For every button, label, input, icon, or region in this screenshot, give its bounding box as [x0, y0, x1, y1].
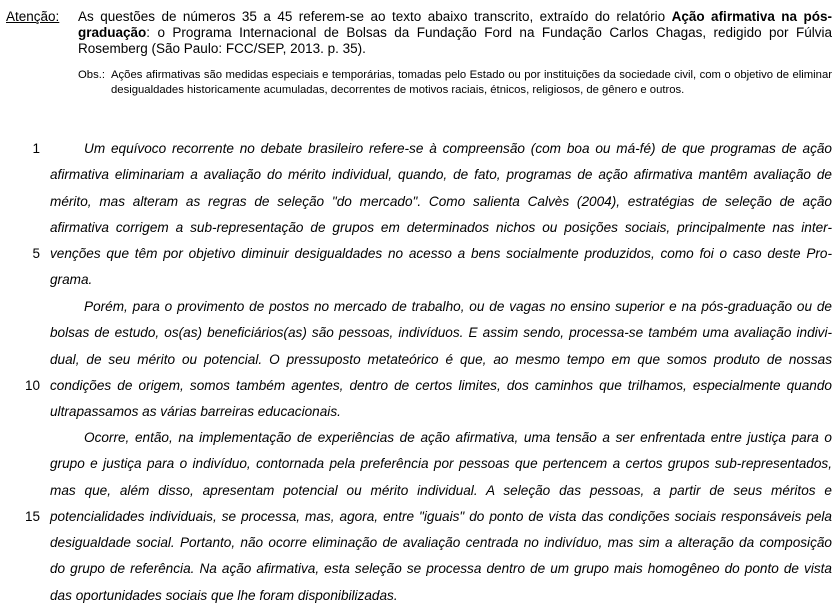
- text-line: condições de origem, somos também agentes, dentro de certos limites, dos caminhos que trilhamos, especialmente quando: [50, 377, 832, 393]
- text-line: bolsas de estudo, os(as) beneficiários(as) são pessoas, indivíduos. E assim sendo, processa-se também uma avaliação indivi-: [50, 325, 832, 341]
- line-number: 1: [32, 141, 40, 156]
- attention-text-after: : o Programa Internacional de Bolsas da Fundação Ford na Fundação Carlos Chagas, redigido por Fúlvia Rosemberg (São Paulo: FCC/SEP, 2013. p. 35).: [78, 25, 832, 56]
- line-number: 10: [24, 378, 40, 393]
- line-number: 5: [32, 246, 40, 261]
- obs-text: Ações afirmativas são medidas especiais e temporárias, tomadas pelo Estado ou por instituições da sociedade civil, com o objetivo de eliminar desigualdades historicamente acumuladas, decorrentes de motivos raciais, étnicos, religiosos, de gênero e outros.: [111, 69, 832, 96]
- text-line: potencialidades individuais, se processa, mas, agora, entre "iguais" do ponto de vista das condições sociais responsáveis pela: [50, 508, 832, 524]
- text-line: das oportunidades sociais que lhe foram disponibilizadas.: [50, 587, 398, 603]
- text-line: desigualdade social. Portanto, não ocorre eliminação de avaliação centrada no indivíduo, mas sim a alteração da composição: [50, 535, 832, 551]
- text-line: grupo e justiça para o indivíduo, contornada pela preferência por pessoas que pertencem a certos grupos sub-representados,: [50, 456, 832, 472]
- text-line: venções que têm por objetivo diminuir desigualdades no acesso a bens socialmente produzidos, como foi o caso deste Pro-: [50, 246, 832, 262]
- attention-text: [78, 9, 832, 57]
- text-line: afirmativa eliminariam a avaliação do mérito individual, quando, de fato, programas de ação afirmativa mantêm avaliação de: [50, 167, 832, 183]
- paragraph-2: [50, 294, 832, 425]
- text-line: dual, de seu mérito ou potencial. O pressuposto metateórico é que, ao mesmo tempo em que somos produto de nossas: [50, 351, 832, 367]
- text-line: afirmativa corrigem a sub-representação de grupos em determinados nichos ou posições sociais, principalmente nas inter-: [50, 219, 832, 235]
- text-line: Porém, para o provimento de postos no mercado de trabalho, ou de vagas no ensino superior e na pós-graduação ou de: [84, 299, 832, 314]
- attention-label: Atenção:: [6, 9, 60, 24]
- text-line: Um equívoco recorrente no debate brasileiro refere-se à compreensão (com boa ou má-fé) de que programas de ação: [84, 141, 832, 156]
- text-line: Ocorre, então, na implementação de experiências de ação afirmativa, uma tensão a ser enfrentada entre justiça para o: [84, 430, 832, 445]
- text-line: do grupo de referência. Na ação afirmativa, esta seleção se processa dentro de um grupo mais homogêneo do ponto de vista: [50, 561, 832, 577]
- text-line: grama.: [50, 272, 93, 288]
- report-title: Ação afirmativa na pós-graduação: [78, 9, 832, 40]
- attention-text-before: As questões de números 35 a 45 referem-se ao texto abaixo transcrito, extraído do relatório: [78, 9, 672, 24]
- paragraph-1: [50, 136, 832, 294]
- obs-note: [78, 68, 832, 98]
- line-number: 15: [24, 509, 40, 524]
- paragraph-3: [50, 425, 832, 609]
- text-line: mérito, mas alteram as regras de seleção "do mercado". Como salienta Calvès (2004), estratégias de seleção de ação: [50, 193, 832, 209]
- obs-label: Obs.:: [78, 69, 105, 81]
- text-line: mas que, além disso, apresentam potencial ou mérito individual. A seleção das pessoas, a partir de seus méritos e: [50, 482, 832, 498]
- text-line: ultrapassamos as várias barreiras educacionais.: [50, 404, 341, 420]
